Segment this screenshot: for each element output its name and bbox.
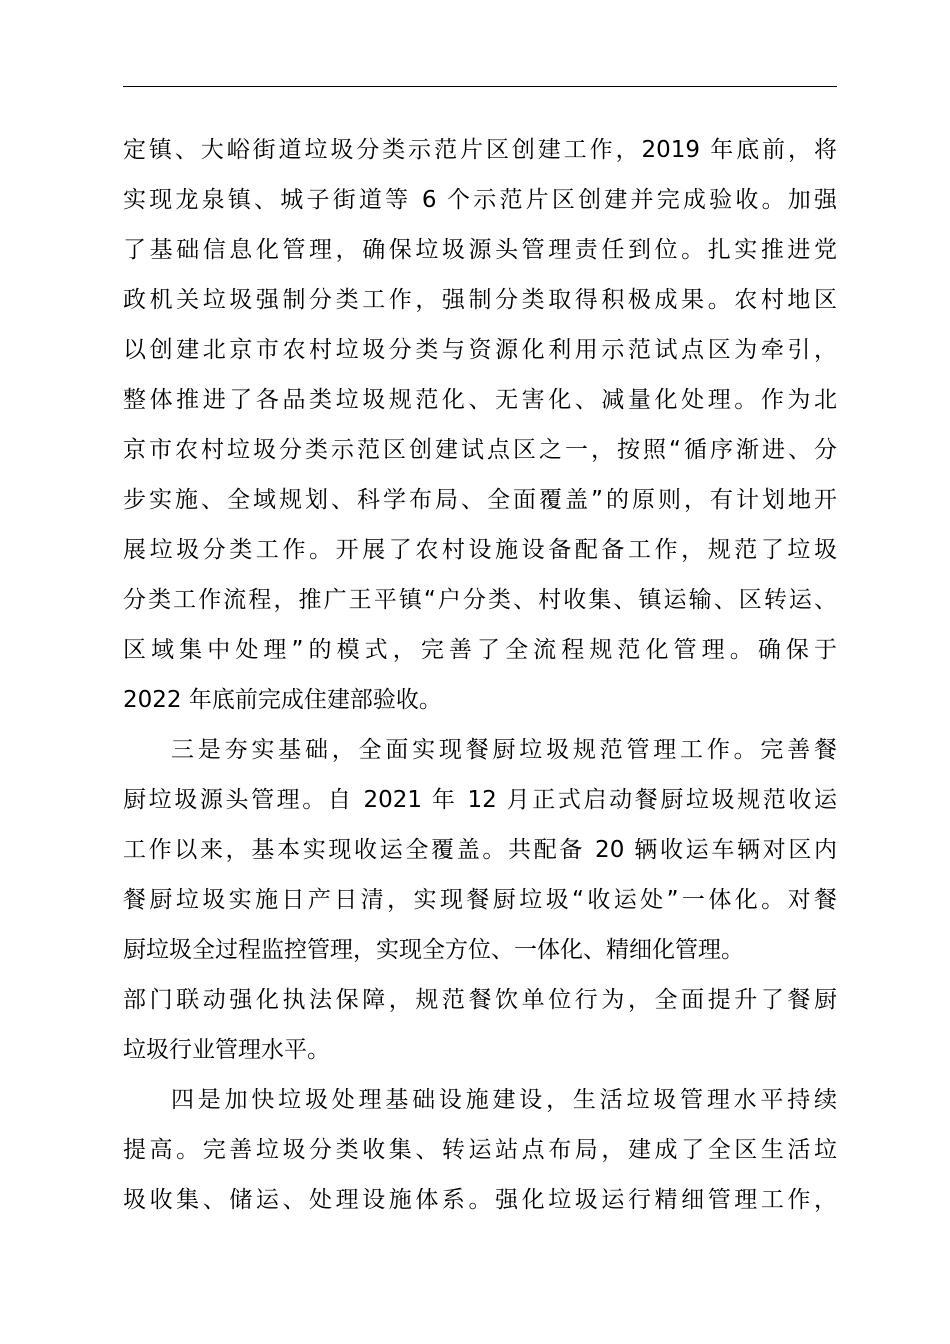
- text-line: 厨垃圾源头管理。自 2021 年 12 月正式启动餐厨垃圾规范收运: [123, 787, 837, 813]
- text-line-paragraph-start: 三是夯实基础，全面实现餐厨垃圾规范管理工作。完善餐: [171, 737, 837, 763]
- document-body: [123, 125, 837, 1225]
- text-line: 政机关垃圾强制分类工作，强制分类取得积极成果。农村地区: [123, 287, 837, 313]
- text-line: 分类工作流程，推广王平镇“户分类、村收集、镇运输、区转运、: [123, 587, 837, 613]
- text-line: 提高。完善垃圾分类收集、转运站点布局，建成了全区生活垃: [123, 1137, 837, 1163]
- text-line: 实现龙泉镇、城子街道等 6 个示范片区创建并完成验收。加强: [123, 187, 837, 213]
- header-rule: [123, 86, 837, 87]
- text-line: 京市农村垃圾分类示范区创建试点区之一，按照“循序渐进、分: [123, 437, 837, 463]
- text-line-paragraph-start: 四是加快垃圾处理基础设施建设，生活垃圾管理水平持续: [171, 1087, 837, 1113]
- text-line: 部门联动强化执法保障，规范餐饮单位行为，全面提升了餐厨: [123, 987, 837, 1013]
- text-line-paragraph-end: 2022 年底前完成住建部验收。: [123, 687, 442, 713]
- text-line: 厨垃圾全过程监控管理，实现全方位、一体化、精细化管理。: [123, 937, 744, 963]
- text-line: 定镇、大峪街道垃圾分类示范片区创建工作，2019 年底前，将: [123, 137, 837, 163]
- text-line: 工作以来，基本实现收运全覆盖。共配备 20 辆收运车辆对区内: [123, 837, 837, 863]
- text-line: 区域集中处理”的模式，完善了全流程规范化管理。确保于: [123, 637, 837, 663]
- text-line: 整体推进了各品类垃圾规范化、无害化、减量化处理。作为北: [123, 387, 837, 413]
- text-line: 展垃圾分类工作。开展了农村设施设备配备工作，规范了垃圾: [123, 537, 837, 563]
- text-line: 圾收集、储运、处理设施体系。强化垃圾运行精细管理工作，: [123, 1187, 837, 1213]
- text-line: 步实施、全域规划、科学布局、全面覆盖”的原则，有计划地开: [123, 487, 837, 513]
- text-line: 了基础信息化管理，确保垃圾源头管理责任到位。扎实推进党: [123, 237, 837, 263]
- text-line: 餐厨垃圾实施日产日清，实现餐厨垃圾“收运处”一体化。对餐: [123, 887, 837, 913]
- text-line-paragraph-end: 垃圾行业管理水平。: [123, 1037, 330, 1063]
- text-line: 以创建北京市农村垃圾分类与资源化利用示范试点区为牵引，: [123, 337, 837, 363]
